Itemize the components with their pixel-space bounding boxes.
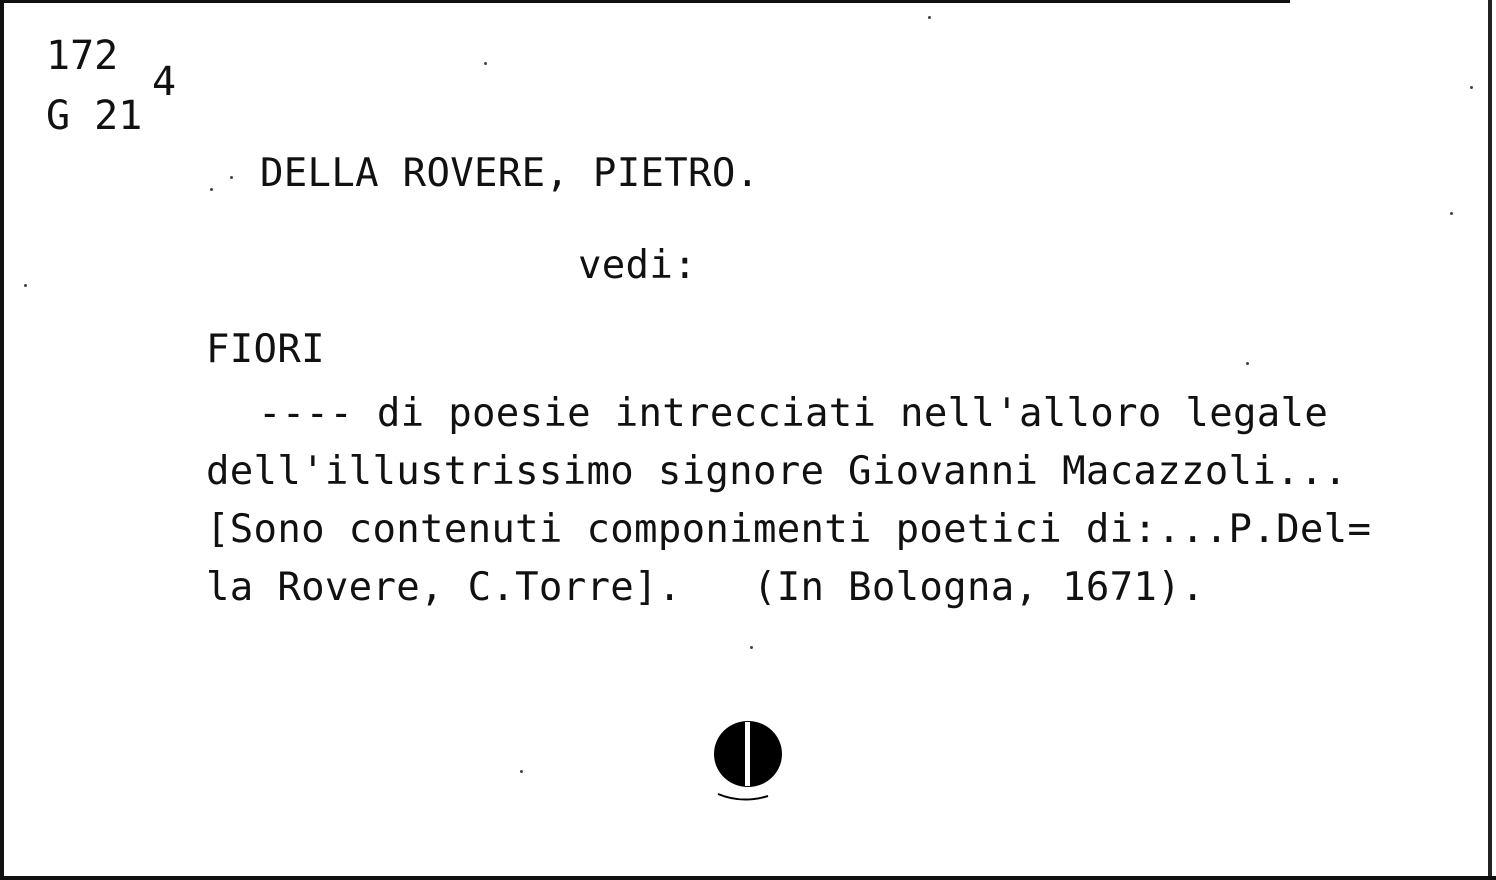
card-top-edge: [0, 0, 1290, 3]
punched-hole-mark: [712, 720, 784, 804]
description-line-4: la Rovere, C.Torre]. (In Bologna, 1671).: [206, 565, 1205, 610]
call-number-line-2: G 21: [46, 93, 143, 139]
card-right-edge: [1488, 0, 1492, 880]
paper-speck: [230, 176, 233, 179]
paper-speck: [1470, 86, 1473, 89]
call-number-line-1: 172: [46, 33, 119, 79]
paper-speck: [1246, 362, 1249, 365]
paper-speck: [210, 188, 213, 191]
paper-speck: [1450, 212, 1453, 215]
description-line-2: dell'illustrissimo signore Giovanni Macazzoli...: [206, 449, 1348, 494]
paper-speck: [928, 16, 931, 19]
title-entry: FIORI: [206, 327, 325, 372]
description-line-1: ---- di poesie intrecciati nell'alloro legale: [258, 391, 1329, 436]
heading-author: DELLA ROVERE, PIETRO.: [260, 151, 760, 196]
description-line-3: [Sono contenuti componimenti poetici di:...P.Del=: [206, 507, 1372, 552]
paper-speck: [484, 62, 487, 65]
see-reference-label: vedi:: [578, 243, 697, 288]
card-left-edge: [0, 0, 4, 880]
paper-speck: [750, 646, 753, 649]
paper-speck: [24, 284, 27, 287]
call-number-superscript: 4: [152, 59, 177, 105]
card-bottom-edge: [0, 876, 1496, 880]
paper-speck: [520, 770, 523, 773]
